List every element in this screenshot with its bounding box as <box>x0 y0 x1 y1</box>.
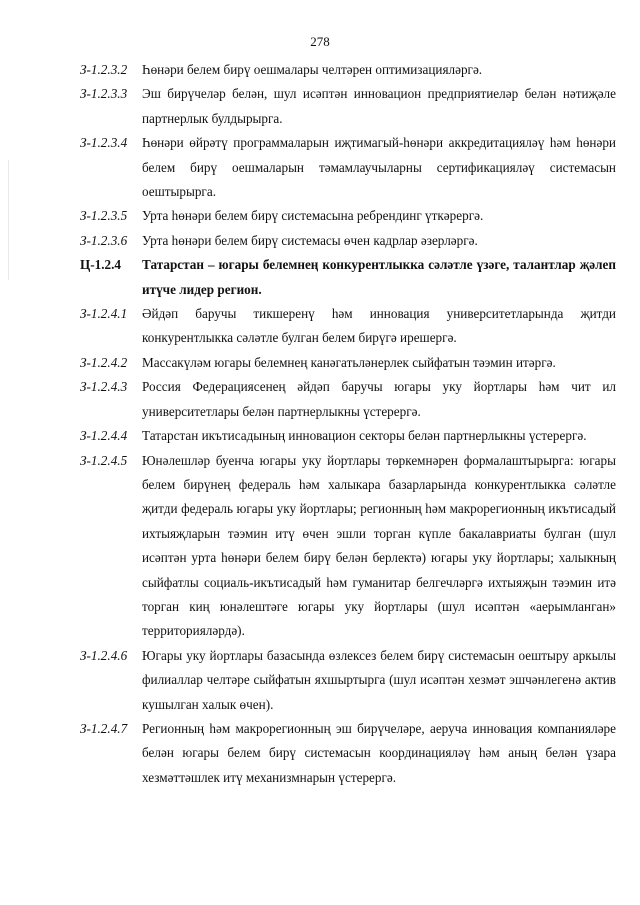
item-code: З-1.2.4.7 <box>80 720 128 736</box>
page-number: 278 <box>310 34 330 49</box>
list-item <box>80 644 616 717</box>
item-text: Массакүләм югары белемнең канәгатьләнерлек сыйфатын тәэмин итәргә. <box>142 354 556 370</box>
item-text: Югары уку йортлары базасында өзлексез белем бирү системасын оештыру аркылы филиаллар челтәре сыйфатын яхшыртырга (шул исәптән хезмәт эшчәнлегенә актив кушылган халык өчен). <box>142 647 616 712</box>
item-text: Юнәлешләр буенча югары уку йортлары төркемнәрен формалаштырырга: югары белем бирүнең федераль һәм халыкара базарларында конкурентлыкка сәләтле җитди федераль югары уку йортлары; регионның һәм макрорегионның икътисадый ихтыяҗларын тәэмин итү өчен эшли торган күпле бакалавриаты булган (шул исәптән урта һөнәри белем бирү белән берлектә) югары уку йортлары; халыкның сыйфатлы социаль-икътисадый һәм гуманитар белгечләргә ихтыяҗын тәэмин итә торган киң юнәлештәге югары уку йортлары (шул исәптән «аерымланган» территорияләрдә). <box>142 452 616 639</box>
list-item <box>80 82 616 131</box>
list-item <box>80 131 616 204</box>
list-item <box>80 424 616 448</box>
item-code: З-1.2.3.6 <box>80 232 128 248</box>
list-item <box>80 302 616 351</box>
item-text: Урта һөнәри белем бирү системасына ребрендинг үткәрергә. <box>142 208 484 224</box>
item-text: Урта һөнәри белем бирү системасы өчен кадрлар әзерләргә. <box>142 232 478 248</box>
item-text: Һөнәри белем бирү оешмалары челтәрен оптимизацияләргә. <box>142 62 483 77</box>
list-item <box>80 449 616 644</box>
item-text: Татарстан икътисадының инновацион секторы белән партнерлыкны үстерергә. <box>142 428 587 444</box>
item-code: З-1.2.4.2 <box>80 354 128 370</box>
content-list <box>80 58 616 790</box>
item-code: З-1.2.4.4 <box>80 428 128 444</box>
item-code: З-1.2.4.1 <box>80 306 128 322</box>
list-item <box>80 351 616 375</box>
section-title: Татарстан – югары белемнең конкурентлыкка сәләтле үзәге, талантлар җәлеп итүче лидер регион. <box>142 257 616 297</box>
list-item <box>80 204 616 228</box>
item-code: З-1.2.4.3 <box>80 379 128 395</box>
item-code: З-1.2.4.5 <box>80 452 128 468</box>
list-item <box>80 58 616 82</box>
item-code: З-1.2.3.3 <box>80 86 128 102</box>
item-text: Эш бирүчеләр белән, шул исәптән инновацион предприятиеләр белән нәтиҗәле партнерлык булдырырга. <box>142 86 616 126</box>
item-code: З-1.2.4.6 <box>80 647 128 663</box>
item-code: З-1.2.3.5 <box>80 208 128 224</box>
list-item <box>80 375 616 424</box>
list-item <box>80 717 616 790</box>
section-heading <box>80 253 616 302</box>
item-text: Һөнәри өйрәтү программаларын иҗтимагый-һөнәри аккредитацияләү һәм һөнәри белем бирү оешмаларын тәмамлаучыларны сертификацияләү системасын оештырырга. <box>142 135 616 200</box>
list-item <box>80 229 616 253</box>
scan-margin-mark <box>8 160 9 280</box>
section-code: Ц-1.2.4 <box>80 257 122 273</box>
item-code: З-1.2.3.2 <box>80 62 128 77</box>
item-code: З-1.2.3.4 <box>80 135 128 151</box>
item-text: Россия Федерациясенең әйдәп баручы югары уку йортлары һәм чит ил университетлары белән партнерлыкны үстерергә. <box>142 379 616 419</box>
item-text: Әйдәп баручы тикшеренү һәм инновация университетларында җитди конкурентлыкка сәләтле булган белем бирүгә ирешергә. <box>142 306 616 346</box>
item-text: Регионның һәм макрорегионның эш бирүчеләре, аеруча инновация компанияләре белән югары белем бирү системасын координацияләү һәм аның белән үзара хезмәттәшлек итү механизмнарын үстерергә. <box>142 720 616 785</box>
